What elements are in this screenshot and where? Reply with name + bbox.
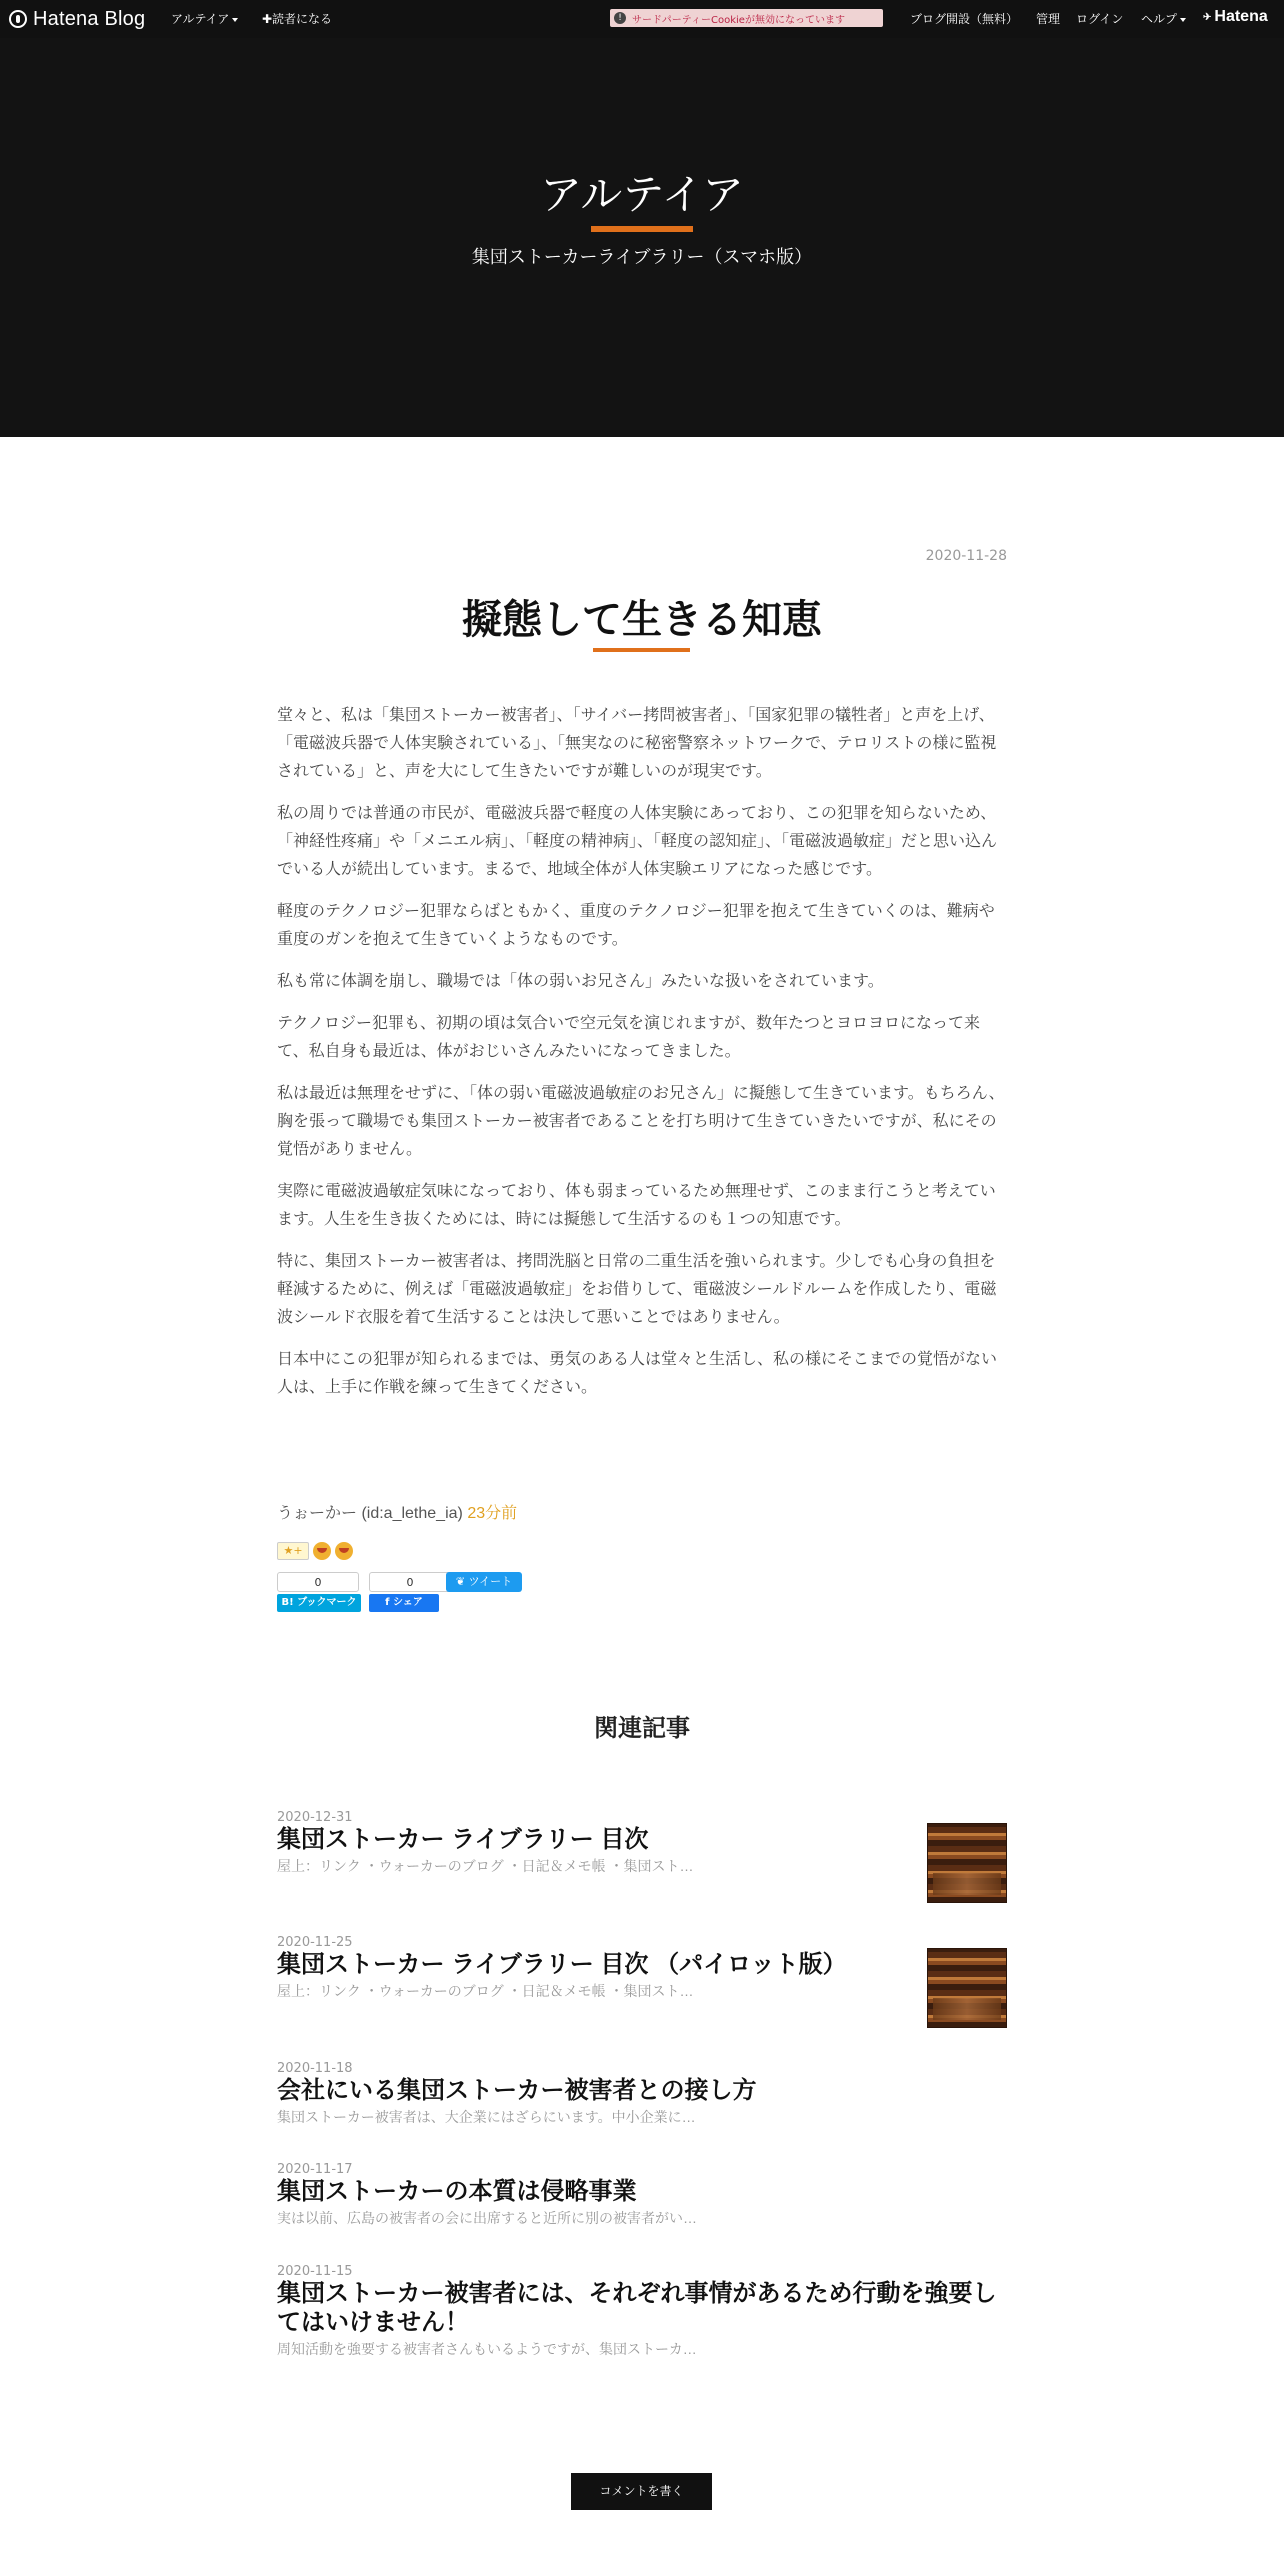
related-entry-title[interactable]: 集団ストーカー被害者には、それぞれ事情があるため行動を強要してはいけません！ — [277, 2280, 997, 2336]
related-entry-snippet: 集団ストーカー被害者は、大企業にはざらにいます。中小企業に… — [277, 2109, 696, 2125]
write-comment-button[interactable]: コメントを書く — [571, 2473, 712, 2510]
logo-text: Hatena Blog — [33, 7, 146, 30]
paragraph: 特に、集団ストーカー被害者は、拷問洗脳と日常の二重生活を強いられます。少しでも心身の負担を軽減するために、例えば「電磁波過敏症」をお借りして、電磁波シールドルームを作成したり、電磁波シールド衣服を着て生活することは決して悪いことではありません。 — [277, 1253, 997, 1326]
login-link[interactable]: ログイン — [1076, 12, 1124, 26]
facebook-share[interactable] — [369, 1572, 451, 1612]
paragraph: 日本中にこの犯罪が知られるまでは、勇気のある人は堂々と生活し、私の様にそこまでの覚悟がない人は、上手に作戦を練って生きてください。 — [277, 1351, 998, 1396]
related-entry-snippet: 屋上：リンク ・ウォーカーのブログ ・日記＆メモ帳 ・集団スト… — [277, 1858, 694, 1874]
related-entry-date: 2020-11-17 — [277, 2162, 353, 2177]
hatena-mark-icon: ✈ — [1203, 11, 1212, 23]
related-entry-snippet: 周知活動を強要する被害者さんもいるようですが、集団ストーカ… — [277, 2341, 697, 2357]
user-avatar-icon[interactable] — [335, 1542, 353, 1560]
related-entry[interactable] — [277, 1810, 1007, 1906]
related-entry-title[interactable]: 集団ストーカー ライブラリー 目次 （パイロット版） — [277, 1951, 847, 1978]
related-entry-snippet: 屋上：リンク ・ウォーカーのブログ ・日記＆メモ帳 ・集団スト… — [277, 1983, 694, 1999]
related-entry-thumbnail[interactable] — [927, 1948, 1007, 2028]
entry-date[interactable]: 2020-11-28 — [925, 548, 1007, 564]
info-icon: ! — [614, 12, 626, 24]
global-header — [0, 0, 1284, 38]
star-area — [277, 1542, 353, 1560]
related-entry-thumbnail[interactable] — [927, 1823, 1007, 1903]
paragraph: 実際に電磁波過敏症気味になっており、体も弱まっているため無理せず、このまま行こうと考えています。人生を生き抜くためには、時には擬態して生活するのも１つの知恵です。 — [277, 1183, 996, 1228]
cookie-notice-text: サードパーティーCookieが無効になっています — [632, 14, 845, 26]
paragraph: 堂々と、私は「集団ストーカー被害者」、「サイバー拷問被害者」、「国家犯罪の犠牲者」と声を上げ、 「電磁波兵器で人体実験されている」、「無実なのに秘密警察ネットワークで、テロリストの様に監視されている」と、声を大にして生きたいですが難しいのが現実です。 — [277, 707, 997, 780]
start-blog-link[interactable]: ブログ開設（無料） — [910, 12, 1019, 26]
paragraph: 軽度のテクノロジー犯罪ならばともかく、重度のテクノロジー犯罪を抱えて生きていくのは、難病や重度のガンを抱えて生きていくようなものです。 — [277, 903, 995, 948]
paragraph: 私も常に体調を崩し、職場では「体の弱いお兄さん」みたいな扱いをされています。 — [277, 973, 884, 990]
related-entry-title[interactable]: 会社にいる集団ストーカー被害者との接し方 — [277, 2077, 757, 2104]
caret-down-icon — [1180, 18, 1186, 22]
blog-title[interactable]: アルテイア — [539, 171, 745, 218]
related-entry-date: 2020-11-25 — [277, 1935, 353, 1950]
add-star-button[interactable]: ★+ — [277, 1542, 309, 1560]
entry-content — [277, 702, 1007, 1416]
blog-header — [0, 38, 1284, 437]
tweet-label: ツイート — [468, 1575, 513, 1588]
help-dropdown[interactable] — [1141, 10, 1186, 27]
related-entry-date: 2020-11-15 — [277, 2264, 353, 2279]
admin-link[interactable]: 管理 — [1036, 12, 1061, 26]
bookmark-button[interactable]: B! ブックマーク — [277, 1594, 361, 1612]
facebook-count: 0 — [369, 1572, 451, 1592]
time-ago-link[interactable]: 23分前 — [467, 1505, 518, 1522]
paragraph: 私は最近は無理をせずに、「体の弱い電磁波過敏症のお兄さん」に擬態して生きています。もちろん、胸を張って職場でも集団ストーカー被害者であることを打ち明けて生きていきたいですが、私にその覚悟がありません。 — [277, 1085, 1005, 1158]
related-entry[interactable] — [277, 2264, 1007, 2359]
caret-down-icon — [232, 18, 238, 22]
entry-byline — [277, 1500, 517, 1523]
entry-title-underline — [593, 648, 690, 652]
related-entry-date: 2020-11-18 — [277, 2061, 353, 2076]
blog-menu-dropdown[interactable] — [171, 10, 238, 27]
entry-title[interactable]: 擬態して生きる知恵 — [462, 598, 822, 642]
facebook-share-button[interactable]: f シェア — [369, 1594, 439, 1612]
related-entries-heading: 関連記事 — [594, 1715, 690, 1742]
related-entry[interactable] — [277, 2061, 1007, 2127]
paragraph: テクノロジー犯罪も、初期の頃は気合いで空元気を演じれますが、数年たつとヨロヨロになって来て、私自身も最近は、体がおじいさんみたいになってきました。 — [277, 1015, 981, 1060]
hatena-bookmark-share[interactable] — [277, 1572, 361, 1612]
user-avatar-icon[interactable] — [313, 1542, 331, 1560]
tweet-button[interactable] — [446, 1572, 522, 1592]
twitter-bird-icon: ❦ — [455, 1575, 466, 1588]
hatena-blog-icon — [9, 10, 27, 28]
author-link[interactable]: うぉーかー (id:a_lethe_ia) — [277, 1505, 463, 1522]
related-entry[interactable] — [277, 2162, 1007, 2228]
hatena-blog-logo[interactable] — [9, 6, 145, 32]
help-label: ヘルプ — [1141, 12, 1178, 26]
blog-description: 集団ストーカーライブラリー（スマホ版） — [471, 247, 813, 268]
subscribe-button[interactable]: ✚読者になる — [262, 12, 333, 26]
related-entry-date: 2020-12-31 — [277, 1810, 353, 1825]
blog-menu-label: アルテイア — [171, 12, 230, 26]
cookie-notice[interactable] — [610, 9, 883, 27]
title-underline — [591, 226, 693, 232]
hatena-brand-link[interactable] — [1203, 8, 1268, 26]
bookmark-count: 0 — [277, 1572, 359, 1592]
related-entry-title[interactable]: 集団ストーカーの本質は侵略事業 — [277, 2178, 637, 2205]
hatena-brand-text: Hatena — [1214, 8, 1268, 25]
related-entry-snippet: 実は以前、広島の被害者の会に出席すると近所に別の被害者がい… — [277, 2210, 697, 2226]
paragraph: 私の周りでは普通の市民が、電磁波兵器で軽度の人体実験にあっており、この犯罪を知らないため、「神経性疼痛」や「メニエル病」、「軽度の精神病」、「軽度の認知症」、「電磁波過敏症」だと思い込んでいる人が続出しています。まるで、地域全体が人体実験エリアになった感じです。 — [277, 805, 998, 878]
related-entry-title[interactable]: 集団ストーカー ライブラリー 目次 — [277, 1826, 649, 1853]
related-entry[interactable] — [277, 1935, 1007, 2031]
